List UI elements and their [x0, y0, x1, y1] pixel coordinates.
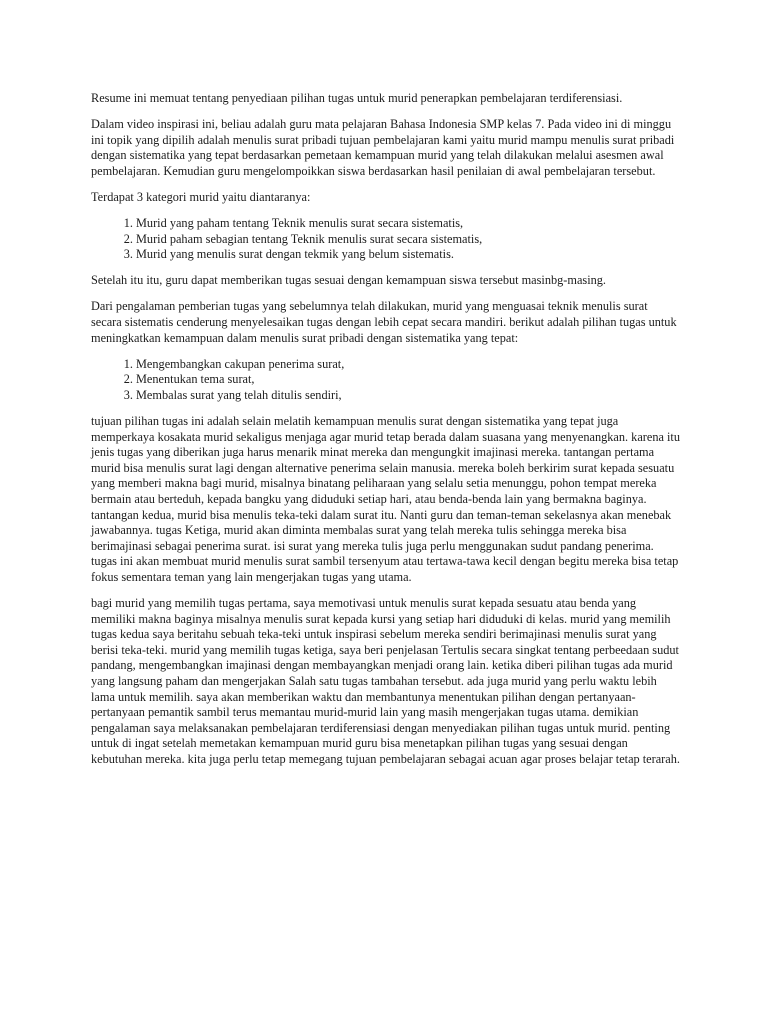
- list-item: 2. Murid paham sebagian tentang Teknik menulis surat secara sistematis,: [136, 232, 681, 248]
- categories-intro-paragraph: Terdapat 3 kategori murid yaitu diantaranya:: [91, 189, 311, 204]
- reflection-paragraph: bagi murid yang memilih tugas pertama, saya memotivasi untuk menulis surat kepada sesuatu atau benda yang memiliki makna baginya misalnya menulis surat kepada kursi yang setiap hari diduduki di kelas. murid yang memilih tugas kedua saya beritahu sebuah teka-teki untuk inspirasi sebelum mereka sendiri berimajinasi menulis surat yang berisi teka-teki. murid yang memilih tugas ketiga, saya beri penjelasan Tertulis secara singkat tentang perbeedaan sudut pandang, mengembangkan imajinasi dengan membayangkan menjadi orang lain. ketika diberi pilihan tugas ada murid yang langsung paham dan mengerjakan Salah satu tugas tambahan tersebut. ada juga murid yang perlu waktu lebih lama untuk memilih. saya akan memberikan waktu dan membantunya menentukan pilihan dengan pertanyaan-pertanyaan pemantik sambil terus memantau murid-murid lain yang masih mengerjakan tugas utama. demikian pengalaman saya melaksanakan pembelajaran terdiferensiasi dengan menyediakan pilihan tugas untuk murid. penting untuk di ingat setelah memetakan kemampuan murid guru bisa menetapkan pilihan tugas yang sesuai dengan kebutuhan mereka. kita juga perlu tetap memegang tujuan pembelajaran sebagai acuan agar proses belajar tetap terarah.: [91, 596, 680, 766]
- list-item: 3. Membalas surat yang telah ditulis sendiri,: [136, 388, 681, 404]
- after-categories-paragraph: Setelah itu itu, guru dapat memberikan tugas sesuai dengan kemampuan siswa tersebut masinbg-masing.: [91, 273, 606, 288]
- video-paragraph: Dalam video inspirasi ini, beliau adalah guru mata pelajaran Bahasa Indonesia SMP kelas 7. Pada video ini di minggu ini topik yang dipilih adalah menulis surat pribadi tujuan pembelajaran kami yaitu murid mampu menulis surat pribadi dengan sistematika yang tepat berdasarkan pemetaan kemampuan murid yang telah dilakukan melalui asesmen awal pembelajaran. Kemudian guru mengelompoikkan siswa berdasarkan hasil penilaian di awal pembelajaran tersebut.: [91, 117, 675, 178]
- list-item: 1. Murid yang paham tentang Teknik menulis surat secara sistematis,: [136, 216, 681, 232]
- document-body: [91, 91, 681, 778]
- goal-paragraph: tujuan pilihan tugas ini adalah selain melatih kemampuan menulis surat dengan sistematika yang tepat juga memperkaya kosakata murid sekaligus menjaga agar murid tetap berada dalam suasana yang menyenangkan. karena itu jenis tugas yang diberikan juga harus menarik minat mereka dan mengungkit imajinasi mereka. tantangan pertama murid bisa menulis surat lagi dengan alternative penerima selain manusia. mereka boleh berkirim surat kepada sesuatu yang memberi makna bagi murid, misalnya binatang peliharaan yang selalu setia menunggu, pohon tempat mereka bermain atau berteduh, kepada bangku yang diduduki setiap hari, atau benda-benda lain yang bermakna baginya. tantangan kedua, murid bisa menulis teka-teki dalam surat itu. Nanti guru dan teman-teman sekelasnya akan menebak jawabannya. tugas Ketiga, murid akan diminta membalas surat yang telah mereka tulis sehingga mereka bisa berimajinasi sebagai penerima surat. isi surat yang mereka tulis juga perlu menggunakan sudut pandang penerima. tugas ini akan membuat murid menulis surat sambil tersenyum atau tertawa-tawa kecil dengan begitu mereka bisa tetap fokus sementara teman yang lain mengerjakan tugas yang utama.: [91, 414, 680, 584]
- intro-paragraph: Resume ini memuat tentang penyediaan pilihan tugas untuk murid penerapkan pembelajaran terdiferensiasi.: [91, 91, 623, 105]
- experience-paragraph: Dari pengalaman pemberian tugas yang sebelumnya telah dilakukan, murid yang menguasai teknik menulis surat secara sistematis cenderung menyelesaikan tugas dengan lebih cepat secara mandiri. berikut adalah pilihan tugas untuk meningkatkan kemampuan dalam menulis surat pribadi dengan sistematika yang tepat:: [91, 299, 677, 345]
- list-item: 3. Murid yang menulis surat dengan tekmik yang belum sistematis.: [136, 247, 681, 263]
- list-item: 1. Mengembangkan cakupan penerima surat,: [136, 357, 681, 373]
- task-options-list: [91, 357, 681, 404]
- list-item: 2. Menentukan tema surat,: [136, 372, 681, 388]
- categories-list: [91, 216, 681, 263]
